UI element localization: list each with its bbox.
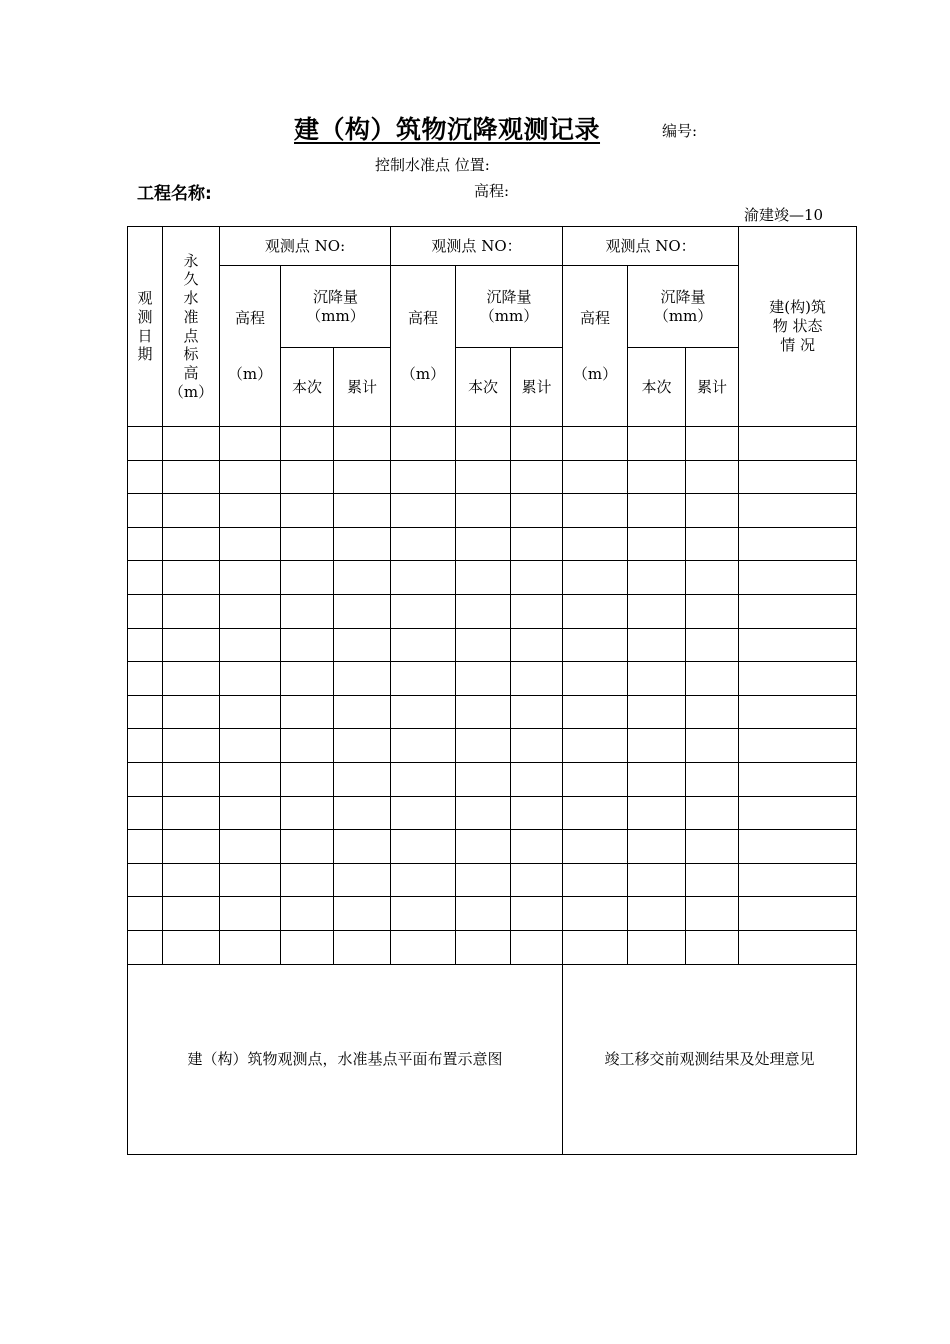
handover-opinion-area[interactable]: 竣工移交前观测结果及处理意见 <box>563 964 857 1154</box>
table-cell[interactable] <box>563 930 628 964</box>
table-cell[interactable] <box>511 427 563 461</box>
table-cell[interactable] <box>334 830 391 864</box>
table-cell[interactable] <box>334 695 391 729</box>
table-cell[interactable] <box>391 561 456 595</box>
table-cell[interactable] <box>563 830 628 864</box>
table-cell[interactable] <box>511 830 563 864</box>
building-status-header: 建(构)筑 物 状态 情 况 <box>739 227 857 427</box>
table-cell[interactable] <box>511 561 563 595</box>
table-cell[interactable] <box>220 594 281 628</box>
project-name-label: 工程名称: <box>137 184 212 204</box>
table-cell[interactable] <box>220 527 281 561</box>
table-cell[interactable] <box>128 494 163 528</box>
observation-date-header: 观 测 日 期 <box>128 227 163 427</box>
table-cell[interactable] <box>511 460 563 494</box>
table-cell[interactable] <box>334 628 391 662</box>
table-cell[interactable] <box>391 897 456 931</box>
table-cell[interactable] <box>391 729 456 763</box>
table-row <box>128 594 857 628</box>
table-cell[interactable] <box>391 628 456 662</box>
table-cell[interactable] <box>686 594 739 628</box>
table-cell[interactable] <box>456 527 511 561</box>
table-cell[interactable] <box>511 762 563 796</box>
table-cell[interactable] <box>739 494 857 528</box>
elevation-header-2: 高程 （m） <box>391 266 456 427</box>
table-cell[interactable] <box>456 863 511 897</box>
settlement-header-2: 沉降量 （mm） <box>456 266 563 348</box>
table-row <box>128 662 857 696</box>
table-cell[interactable] <box>511 494 563 528</box>
table-cell[interactable] <box>281 930 334 964</box>
table-cell[interactable] <box>686 796 739 830</box>
table-cell[interactable] <box>456 729 511 763</box>
table-cell[interactable] <box>511 729 563 763</box>
table-cell[interactable] <box>281 527 334 561</box>
table-cell[interactable] <box>739 930 857 964</box>
table-cell[interactable] <box>739 460 857 494</box>
table-cell[interactable] <box>456 897 511 931</box>
settlement-header-3: 沉降量 （mm） <box>628 266 739 348</box>
table-cell[interactable] <box>128 695 163 729</box>
table-cell[interactable] <box>281 460 334 494</box>
table-cell[interactable] <box>456 695 511 729</box>
settlement-record-table <box>127 226 857 1155</box>
table-cell[interactable] <box>163 863 220 897</box>
cumulative-header-1: 累计 <box>334 348 391 427</box>
table-cell[interactable] <box>281 729 334 763</box>
table-cell[interactable] <box>739 796 857 830</box>
table-cell[interactable] <box>686 762 739 796</box>
table-cell[interactable] <box>628 762 686 796</box>
table-cell[interactable] <box>391 695 456 729</box>
table-cell[interactable] <box>511 594 563 628</box>
table-cell[interactable] <box>686 494 739 528</box>
elevation-header-1: 高程 （m） <box>220 266 281 427</box>
table-cell[interactable] <box>739 594 857 628</box>
table-row <box>128 863 857 897</box>
table-cell[interactable] <box>163 695 220 729</box>
table-cell[interactable] <box>456 796 511 830</box>
table-cell[interactable] <box>563 863 628 897</box>
table-cell[interactable] <box>628 527 686 561</box>
serial-number-label: 编号: <box>662 122 698 140</box>
table-cell[interactable] <box>334 863 391 897</box>
table-row <box>128 427 857 461</box>
table-cell[interactable] <box>739 662 857 696</box>
table-cell[interactable] <box>686 695 739 729</box>
table-cell[interactable] <box>334 662 391 696</box>
table-cell[interactable] <box>628 427 686 461</box>
table-row <box>128 561 857 595</box>
table-cell[interactable] <box>628 729 686 763</box>
table-cell[interactable] <box>220 662 281 696</box>
table-cell[interactable] <box>163 594 220 628</box>
table-cell[interactable] <box>334 796 391 830</box>
table-cell[interactable] <box>163 561 220 595</box>
table-cell[interactable] <box>511 662 563 696</box>
table-cell[interactable] <box>563 527 628 561</box>
table-cell[interactable] <box>163 762 220 796</box>
table-cell[interactable] <box>563 897 628 931</box>
table-cell[interactable] <box>739 762 857 796</box>
table-cell[interactable] <box>456 561 511 595</box>
table-cell[interactable] <box>739 427 857 461</box>
table-row <box>128 527 857 561</box>
table-cell[interactable] <box>334 527 391 561</box>
table-cell[interactable] <box>563 628 628 662</box>
table-cell[interactable] <box>686 561 739 595</box>
table-cell[interactable] <box>220 561 281 595</box>
table-cell[interactable] <box>511 527 563 561</box>
table-cell[interactable] <box>739 695 857 729</box>
table-cell[interactable] <box>281 695 334 729</box>
table-cell[interactable] <box>334 897 391 931</box>
table-cell[interactable] <box>511 930 563 964</box>
table-cell[interactable] <box>391 930 456 964</box>
table-cell[interactable] <box>128 561 163 595</box>
table-cell[interactable] <box>281 897 334 931</box>
table-cell[interactable] <box>281 427 334 461</box>
table-cell[interactable] <box>163 460 220 494</box>
table-cell[interactable] <box>739 527 857 561</box>
table-cell[interactable] <box>563 762 628 796</box>
table-cell[interactable] <box>163 527 220 561</box>
table-cell[interactable] <box>511 863 563 897</box>
table-cell[interactable] <box>628 930 686 964</box>
table-cell[interactable] <box>128 930 163 964</box>
table-cell[interactable] <box>456 427 511 461</box>
table-cell[interactable] <box>628 830 686 864</box>
table-cell[interactable] <box>391 494 456 528</box>
table-cell[interactable] <box>334 460 391 494</box>
cumulative-header-2: 累计 <box>511 348 563 427</box>
table-row <box>128 762 857 796</box>
benchmark-elevation-header: 永 久 水 准 点 标 高 （m） <box>163 227 220 427</box>
table-cell[interactable] <box>220 427 281 461</box>
table-cell[interactable] <box>686 527 739 561</box>
table-cell[interactable] <box>220 863 281 897</box>
table-cell[interactable] <box>220 628 281 662</box>
table-cell[interactable] <box>163 628 220 662</box>
table-row <box>128 729 857 763</box>
table-row <box>128 494 857 528</box>
table-cell[interactable] <box>128 796 163 830</box>
table-cell[interactable] <box>281 494 334 528</box>
table-cell[interactable] <box>628 460 686 494</box>
table-cell[interactable] <box>563 594 628 628</box>
table-cell[interactable] <box>563 427 628 461</box>
table-cell[interactable] <box>128 863 163 897</box>
table-cell[interactable] <box>628 594 686 628</box>
table-cell[interactable] <box>163 930 220 964</box>
table-cell[interactable] <box>628 796 686 830</box>
table-cell[interactable] <box>163 897 220 931</box>
table-cell[interactable] <box>686 930 739 964</box>
table-cell[interactable] <box>334 729 391 763</box>
table-cell[interactable] <box>163 662 220 696</box>
table-cell[interactable] <box>391 460 456 494</box>
settlement-header-1: 沉降量 （mm） <box>281 266 391 348</box>
table-cell[interactable] <box>563 662 628 696</box>
table-cell[interactable] <box>128 427 163 461</box>
table-cell[interactable] <box>686 830 739 864</box>
table-cell[interactable] <box>334 930 391 964</box>
layout-diagram-area[interactable]: 建（构）筑物观测点，水准基点平面布置示意图 <box>128 964 563 1154</box>
table-cell[interactable] <box>686 628 739 662</box>
observation-point-2-header: 观测点 NO： <box>391 227 563 266</box>
table-cell[interactable] <box>686 729 739 763</box>
table-cell[interactable] <box>391 796 456 830</box>
this-time-header-3: 本次 <box>628 348 686 427</box>
table-cell[interactable] <box>128 897 163 931</box>
table-cell[interactable] <box>281 594 334 628</box>
table-row <box>128 930 857 964</box>
table-cell[interactable] <box>334 594 391 628</box>
table-cell[interactable] <box>628 897 686 931</box>
table-cell[interactable] <box>456 830 511 864</box>
table-cell[interactable] <box>686 863 739 897</box>
table-cell[interactable] <box>456 594 511 628</box>
table-cell[interactable] <box>628 494 686 528</box>
table-cell[interactable] <box>391 427 456 461</box>
table-cell[interactable] <box>628 561 686 595</box>
table-cell[interactable] <box>281 830 334 864</box>
table-cell[interactable] <box>739 628 857 662</box>
table-cell[interactable] <box>563 729 628 763</box>
table-cell[interactable] <box>220 729 281 763</box>
observation-point-1-header: 观测点 NO: <box>220 227 391 266</box>
table-cell[interactable] <box>391 527 456 561</box>
form-title: 建（构）筑物沉降观测记录 <box>294 115 601 144</box>
table-cell[interactable] <box>563 695 628 729</box>
table-cell[interactable] <box>281 628 334 662</box>
form-code: 渝建竣—10 <box>744 206 824 224</box>
table-cell[interactable] <box>456 930 511 964</box>
table-cell[interactable] <box>456 628 511 662</box>
table-cell[interactable] <box>281 662 334 696</box>
table-cell[interactable] <box>563 494 628 528</box>
table-cell[interactable] <box>391 762 456 796</box>
this-time-header-1: 本次 <box>281 348 334 427</box>
table-cell[interactable] <box>511 628 563 662</box>
table-cell[interactable] <box>628 628 686 662</box>
table-cell[interactable] <box>128 830 163 864</box>
observation-point-3-header: 观测点 NO： <box>563 227 739 266</box>
table-cell[interactable] <box>686 427 739 461</box>
table-cell[interactable] <box>686 662 739 696</box>
table-cell[interactable] <box>128 729 163 763</box>
table-cell[interactable] <box>391 830 456 864</box>
table-cell[interactable] <box>334 427 391 461</box>
table-cell[interactable] <box>220 796 281 830</box>
table-cell[interactable] <box>391 594 456 628</box>
table-cell[interactable] <box>456 460 511 494</box>
table-row <box>128 897 857 931</box>
table-cell[interactable] <box>563 796 628 830</box>
table-row <box>128 796 857 830</box>
table-cell[interactable] <box>163 427 220 461</box>
table-cell[interactable] <box>163 830 220 864</box>
table-row <box>128 460 857 494</box>
table-cell[interactable] <box>739 729 857 763</box>
table-cell[interactable] <box>511 796 563 830</box>
table-cell[interactable] <box>281 561 334 595</box>
table-cell[interactable] <box>511 695 563 729</box>
table-cell[interactable] <box>128 762 163 796</box>
table-cell[interactable] <box>686 897 739 931</box>
table-cell[interactable] <box>739 863 857 897</box>
table-row <box>128 695 857 729</box>
table-cell[interactable] <box>456 494 511 528</box>
table-cell[interactable] <box>220 830 281 864</box>
table-cell[interactable] <box>628 695 686 729</box>
cumulative-header-3: 累计 <box>686 348 739 427</box>
table-cell[interactable] <box>456 762 511 796</box>
table-cell[interactable] <box>334 561 391 595</box>
table-row <box>128 628 857 662</box>
table-cell[interactable] <box>739 561 857 595</box>
table-cell[interactable] <box>563 460 628 494</box>
table-cell[interactable] <box>456 662 511 696</box>
table-cell[interactable] <box>220 897 281 931</box>
table-cell[interactable] <box>686 460 739 494</box>
table-cell[interactable] <box>220 695 281 729</box>
table-cell[interactable] <box>128 628 163 662</box>
table-row <box>128 830 857 864</box>
table-cell[interactable] <box>128 594 163 628</box>
table-cell[interactable] <box>281 796 334 830</box>
table-cell[interactable] <box>739 830 857 864</box>
control-point-label: 控制水准点 位置: <box>375 156 490 174</box>
table-cell[interactable] <box>163 494 220 528</box>
table-cell[interactable] <box>128 662 163 696</box>
table-cell[interactable] <box>511 897 563 931</box>
table-cell[interactable] <box>739 897 857 931</box>
table-cell[interactable] <box>281 762 334 796</box>
elevation-header-3: 高程 （m） <box>563 266 628 427</box>
table-cell[interactable] <box>220 930 281 964</box>
table-cell[interactable] <box>163 796 220 830</box>
table-cell[interactable] <box>220 762 281 796</box>
table-cell[interactable] <box>563 561 628 595</box>
elevation-label: 高程: <box>474 182 510 200</box>
this-time-header-2: 本次 <box>456 348 511 427</box>
table-cell[interactable] <box>220 494 281 528</box>
table-cell[interactable] <box>128 460 163 494</box>
table-cell[interactable] <box>628 863 686 897</box>
table-cell[interactable] <box>334 494 391 528</box>
table-cell[interactable] <box>163 729 220 763</box>
table-cell[interactable] <box>391 863 456 897</box>
table-cell[interactable] <box>128 527 163 561</box>
table-cell[interactable] <box>281 863 334 897</box>
table-cell[interactable] <box>391 662 456 696</box>
table-cell[interactable] <box>628 662 686 696</box>
table-cell[interactable] <box>220 460 281 494</box>
table-cell[interactable] <box>334 762 391 796</box>
